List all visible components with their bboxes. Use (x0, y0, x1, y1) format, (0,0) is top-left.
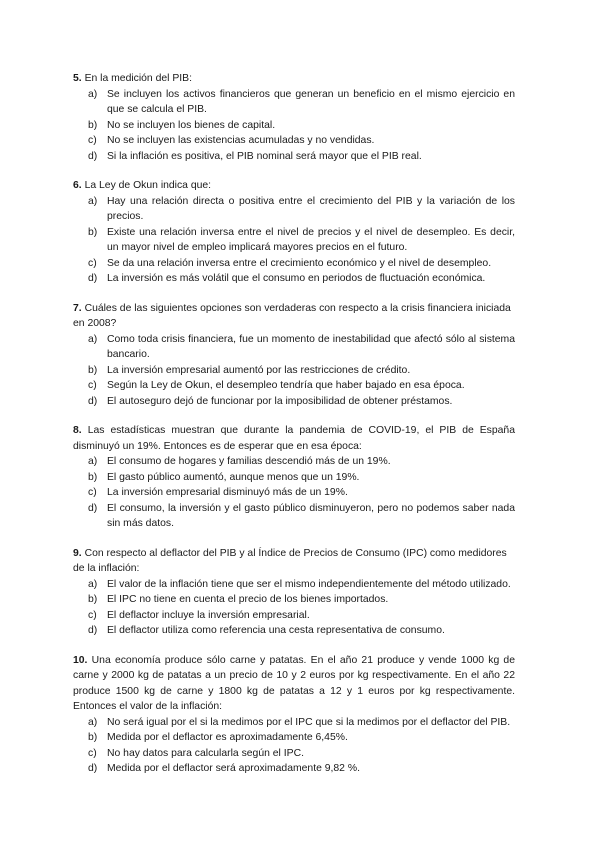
question-text: En la medición del PIB: (84, 73, 192, 84)
question-stem (73, 71, 515, 87)
question-7 (73, 301, 515, 410)
option-b (73, 225, 515, 256)
option-text: Medida por el deflactor es aproximadamente 6,45%. (107, 732, 348, 743)
question-stem (73, 423, 515, 454)
question-number: 5. (73, 73, 82, 84)
options-list (73, 194, 515, 287)
option-text: El deflactor incluye la inversión empresarial. (107, 609, 310, 621)
option-text: El consumo, la inversión y el gasto público disminuyeron, pero no podemos saber nada sin más datos. (107, 502, 515, 529)
options-list (73, 715, 515, 777)
option-text: Como toda crisis financiera, fue un momento de inestabilidad que afectó sólo al sistema bancario. (107, 333, 515, 360)
option-label: a) (88, 716, 98, 728)
option-d (73, 761, 515, 777)
option-a (73, 87, 515, 118)
option-text: Medida por el deflactor será aproximadamente 9,82 %. (107, 763, 360, 774)
question-text: Cuáles de las siguientes opciones son verdaderas con respecto a la crisis financiera iniciada en 2008? (73, 302, 511, 329)
option-d (73, 501, 515, 532)
question-stem (73, 653, 515, 715)
option-label: c) (88, 747, 97, 759)
question-number: 10. (73, 654, 88, 666)
option-label: b) (88, 119, 98, 131)
option-text: El valor de la inflación tiene que ser el mismo independientemente del método utilizado. (107, 578, 511, 590)
option-label: d) (88, 395, 98, 407)
option-label: b) (88, 732, 98, 743)
option-a (73, 577, 515, 593)
option-label: d) (88, 150, 98, 162)
option-text: Existe una relación inversa entre el nivel de precios y el nivel de desempleo. Es decir, un mayor nivel de empleo implicará mayores precios en el futuro. (107, 226, 515, 253)
option-label: a) (88, 195, 98, 207)
option-label: b) (88, 471, 98, 483)
question-number: 7. (73, 302, 82, 314)
question-text: La Ley de Okun indica que: (84, 180, 212, 191)
option-text: No hay datos para calcularla según el IPC. (107, 747, 304, 759)
option-label: c) (88, 609, 97, 621)
option-a (73, 194, 515, 225)
question-text: Una economía produce sólo carne y patatas. En el año 21 produce y vende 1000 kg de carne y 2000 kg de patatas a un precio de 10 y 2 euros por kg respectivamente. En el año 22 produce 1500 kg de carne y 1800 kg de patatas a 12 y 1 euros por kg respectivamente. Entonces el valor de la inflación: (73, 654, 515, 712)
option-c (73, 746, 515, 762)
option-text: El deflactor utiliza como referencia una cesta representativa de consumo. (107, 625, 445, 636)
question-10 (73, 653, 515, 777)
option-b (73, 730, 515, 746)
option-label: c) (88, 257, 97, 269)
option-b (73, 118, 515, 134)
option-label: b) (88, 364, 98, 376)
question-text: Las estadísticas muestran que durante la pandemia de COVID-19, el PIB de España disminuyó un 19%. Entonces es de esperar que en esa época: (73, 425, 515, 452)
question-number: 9. (73, 547, 82, 559)
option-d (73, 271, 515, 287)
option-text: El gasto público aumentó, aunque menos que un 19%. (107, 471, 360, 483)
option-text: La inversión es más volátil que el consumo en periodos de fluctuación económica. (107, 273, 486, 284)
question-stem (73, 178, 515, 194)
question-number: 8. (73, 425, 82, 436)
option-b (73, 363, 515, 379)
option-label: d) (88, 625, 98, 636)
options-list (73, 577, 515, 639)
option-label: a) (88, 333, 98, 345)
option-label: c) (88, 380, 97, 391)
option-c (73, 133, 515, 149)
question-number: 6. (73, 180, 82, 191)
option-b (73, 470, 515, 486)
option-text: El consumo de hogares y familias descendió más de un 19%. (107, 456, 391, 467)
option-d (73, 394, 515, 410)
option-a (73, 454, 515, 470)
question-stem (73, 546, 515, 577)
option-text: Se da una relación inversa entre el crecimiento económico y el nivel de desempleo. (107, 257, 492, 269)
option-c (73, 378, 515, 394)
options-list (73, 87, 515, 165)
option-text: La inversión empresarial disminuyó más de un 19%. (107, 487, 348, 498)
option-b (73, 592, 515, 608)
question-stem (73, 301, 515, 332)
option-label: d) (88, 273, 98, 284)
option-d (73, 149, 515, 165)
option-text: No se incluyen las existencias acumuladas y no vendidas. (107, 135, 375, 146)
option-text: La inversión empresarial aumentó por las restricciones de crédito. (107, 364, 411, 376)
option-label: a) (88, 456, 98, 467)
question-5 (73, 71, 515, 164)
option-c (73, 608, 515, 624)
question-8 (73, 423, 515, 532)
option-text: El IPC no tiene en cuenta el precio de los bienes importados. (107, 594, 389, 605)
option-label: b) (88, 226, 98, 238)
option-d (73, 623, 515, 639)
question-text: Con respecto al deflactor del PIB y al Índice de Precios de Consumo (IPC) como medidores de la inflación: (73, 547, 507, 574)
option-a (73, 332, 515, 363)
option-c (73, 256, 515, 272)
option-text: No será igual por el si la medimos por el IPC que si la medimos por el deflactor del PIB. (107, 716, 511, 728)
option-text: Se incluyen los activos financieros que generan un beneficio en el mismo ejercicio en que se calcula el PIB. (107, 88, 515, 115)
options-list (73, 454, 515, 532)
option-text: No se incluyen los bienes de capital. (107, 119, 276, 131)
option-text: El autoseguro dejó de funcionar por la imposibilidad de obtener préstamos. (107, 395, 453, 407)
options-list (73, 332, 515, 410)
option-label: b) (88, 594, 98, 605)
question-9 (73, 546, 515, 639)
option-label: a) (88, 578, 98, 590)
option-label: d) (88, 763, 98, 774)
option-text: Hay una relación directa o positiva entre el crecimiento del PIB y la variación de los precios. (107, 195, 515, 222)
option-c (73, 485, 515, 501)
option-label: a) (88, 88, 98, 100)
option-label: d) (88, 502, 98, 514)
option-label: c) (88, 135, 97, 146)
option-text: Si la inflación es positiva, el PIB nominal será mayor que el PIB real. (107, 150, 422, 162)
option-a (73, 715, 515, 731)
option-text: Según la Ley de Okun, el desempleo tendría que haber bajado en esa época. (107, 380, 465, 391)
option-label: c) (88, 487, 97, 498)
question-6 (73, 178, 515, 287)
